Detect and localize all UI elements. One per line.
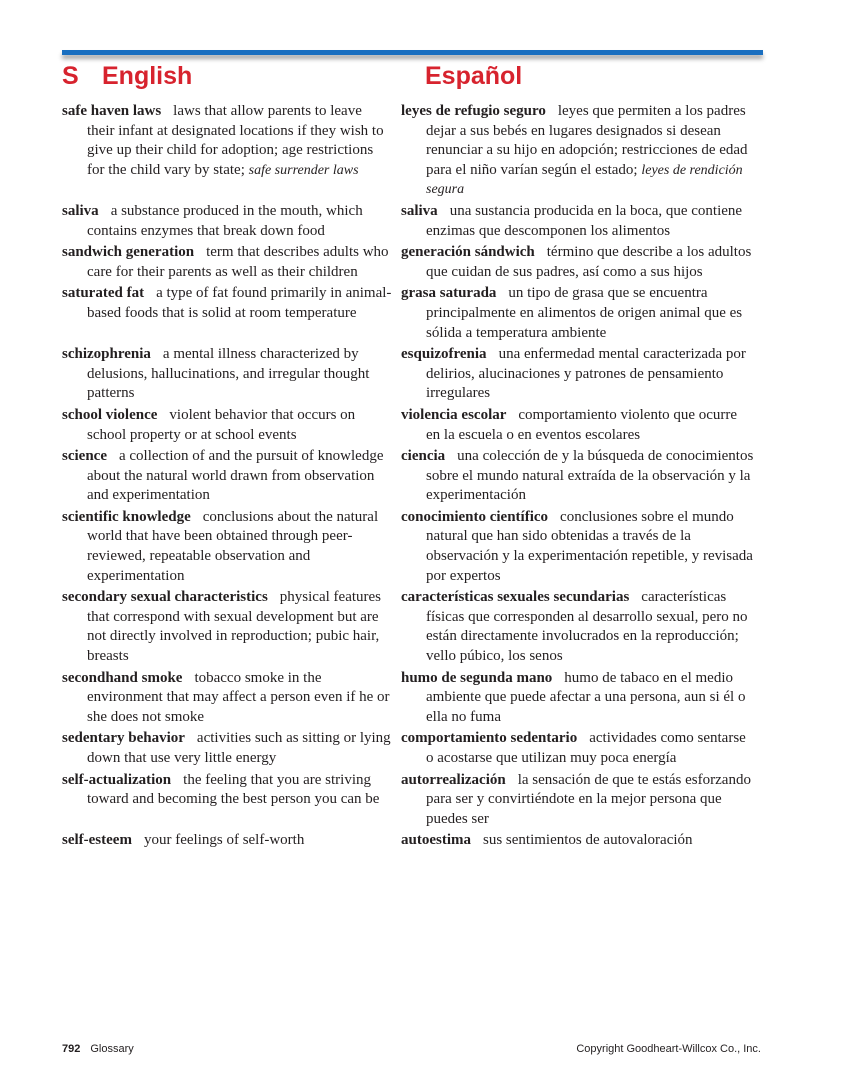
term: autoestima <box>401 832 471 849</box>
definition: sus sentimientos de autovaloración <box>483 832 693 849</box>
glossary-row <box>62 243 762 282</box>
glossary-row <box>62 669 762 728</box>
definition: a type of fat found primarily in animal-based foods that is solid at room temperature <box>87 285 392 321</box>
spanish-entry <box>401 406 762 445</box>
english-entry <box>62 284 401 343</box>
english-entry <box>62 202 401 241</box>
term: generación sándwich <box>401 244 535 261</box>
english-entry <box>62 669 401 728</box>
term: conocimiento científico <box>401 508 549 525</box>
spanish-entry <box>401 447 762 506</box>
definition: características físicas que corresponden al desarrollo sexual, pero no están directamente involucrados en la reproducción; vello púbico, los senos <box>426 589 748 665</box>
english-entry <box>62 771 401 830</box>
definition: término que describe a los adultos que cuidan de sus padres, así como a sus hijos <box>426 244 752 280</box>
glossary-row <box>62 588 762 666</box>
term: science <box>62 448 107 465</box>
spanish-entry <box>401 508 762 586</box>
term: saliva <box>62 202 99 219</box>
term: sedentary behavior <box>62 730 185 747</box>
definition: your feelings of self-worth <box>143 832 305 849</box>
spanish-entry <box>401 831 762 851</box>
glossary-row <box>62 729 762 768</box>
term: autorrealización <box>401 771 506 788</box>
english-entry <box>62 447 401 506</box>
term: grasa saturada <box>401 285 497 302</box>
definition: a mental illness characterized by delusions, hallucinations, and irregular thought patterns <box>87 346 370 402</box>
term: comportamiento sedentario <box>401 730 578 747</box>
definition: term that describes adults who care for their parents as well as their children <box>87 244 389 280</box>
glossary-row <box>62 771 762 830</box>
english-entry <box>62 243 401 282</box>
spanish-entry <box>401 202 762 241</box>
spanish-entry <box>401 345 762 404</box>
term: secondary sexual characteristics <box>62 589 268 606</box>
section-letter: S <box>62 62 79 90</box>
term: self-esteem <box>62 832 132 849</box>
definition: leyes que permiten a los padres dejar a sus bebés en lugares designados si desean renunciar a su hijo en adopción; restricciones de edad para el niño varían según el estado; <box>426 103 748 178</box>
term: sandwich generation <box>62 244 195 261</box>
definition: una enfermedad mental caracterizada por delirios, alucinaciones y patrones de pensamiento irregulares <box>426 346 746 402</box>
alternate-term: leyes de rendición segura <box>426 162 743 198</box>
glossary-row <box>62 202 762 241</box>
term: ciencia <box>401 448 446 465</box>
spanish-entry <box>401 669 762 728</box>
term: safe haven laws <box>62 103 162 119</box>
definition: conclusiones sobre el mundo natural que han sido obtenidas a través de la observación y la experimentación repetible, y revisada por expertos <box>426 508 753 584</box>
english-entry <box>62 508 401 586</box>
term: violencia escolar <box>401 406 507 423</box>
glossary-row <box>62 447 762 506</box>
definition: tobacco smoke in the environment that may affect a person even if he or she does not smoke <box>87 669 390 725</box>
definition: physical features that correspond with sexual development but are not directly involved in reproduction; pubic hair, breasts <box>87 589 382 665</box>
spanish-entry <box>401 102 762 200</box>
term: humo de segunda mano <box>401 669 553 686</box>
english-label: English <box>102 62 193 90</box>
spanish-entry <box>401 243 762 282</box>
definition: la sensación de que te estás esforzando para ser y convirtiéndote en la mejor persona que puedes ser <box>426 771 751 827</box>
term: school violence <box>62 406 158 423</box>
term: características sexuales secundarias <box>401 589 630 606</box>
english-entry <box>62 729 401 768</box>
glossary-row <box>62 508 762 586</box>
definition: activities such as sitting or lying down that use very little energy <box>87 730 391 766</box>
english-heading <box>62 62 192 91</box>
spanish-entry <box>401 771 762 830</box>
english-entry <box>62 345 401 404</box>
term: schizophrenia <box>62 346 151 363</box>
term: saturated fat <box>62 285 145 302</box>
section-name: Glossary <box>90 1043 134 1055</box>
definition: humo de tabaco en el medio ambiente que puede afectar a una persona, aun si él o ella no fuma <box>426 669 746 725</box>
english-entry <box>62 406 401 445</box>
term: saliva <box>401 202 438 219</box>
definition: a substance produced in the mouth, which contains enzymes that break down food <box>87 202 363 239</box>
definition: a collection of and the pursuit of knowledge about the natural world drawn from observation and experimentation <box>87 448 384 504</box>
english-entry <box>62 102 401 200</box>
top-rule <box>62 50 763 55</box>
copyright: Copyright Goodheart-Willcox Co., Inc. <box>576 1043 761 1055</box>
page-number: 792 <box>62 1043 81 1055</box>
glossary-entries <box>62 102 762 853</box>
glossary-row <box>62 345 762 404</box>
english-entry <box>62 831 401 851</box>
spanish-entry <box>401 729 762 768</box>
glossary-row <box>62 102 762 200</box>
term: self-actualization <box>62 771 172 788</box>
spanish-entry <box>401 284 762 343</box>
term: leyes de refugio seguro <box>401 103 546 119</box>
definition: comportamiento violento que ocurre en la escuela o en eventos escolares <box>426 406 738 443</box>
definition: un tipo de grasa que se encuentra principalmente en alimentos de origen animal que es sólida a temperatura ambiente <box>426 285 743 341</box>
definition: laws that allow parents to leave their infant at designated locations if they wish to give up their child for adoption; age restrictions for the child vary by state; <box>87 103 384 178</box>
spanish-heading: Español <box>425 62 523 90</box>
english-entry <box>62 588 401 666</box>
alternate-term: safe surrender laws <box>248 162 359 178</box>
definition: actividades como sentarse o acostarse que utilizan muy poca energía <box>426 730 746 766</box>
glossary-row <box>62 406 762 445</box>
spanish-entry <box>401 588 762 666</box>
page-footer-left <box>62 1043 134 1055</box>
glossary-row <box>62 831 762 851</box>
glossary-row <box>62 284 762 343</box>
term: secondhand smoke <box>62 669 183 686</box>
term: scientific knowledge <box>62 508 191 525</box>
definition: una sustancia producida en la boca, que contiene enzimas que descomponen los alimentos <box>426 202 743 239</box>
definition: una colección de y la búsqueda de conocimientos sobre el mundo natural extraída de la observación y la experimentación <box>426 448 754 504</box>
definition: violent behavior that occurs on school property or at school events <box>87 406 356 443</box>
definition: the feeling that you are striving toward and becoming the best person you can be <box>87 771 380 808</box>
definition: conclusions about the natural world that have been obtained through peer-reviewed, repeatable observation and experimentation <box>87 508 379 584</box>
term: esquizofrenia <box>401 346 487 363</box>
